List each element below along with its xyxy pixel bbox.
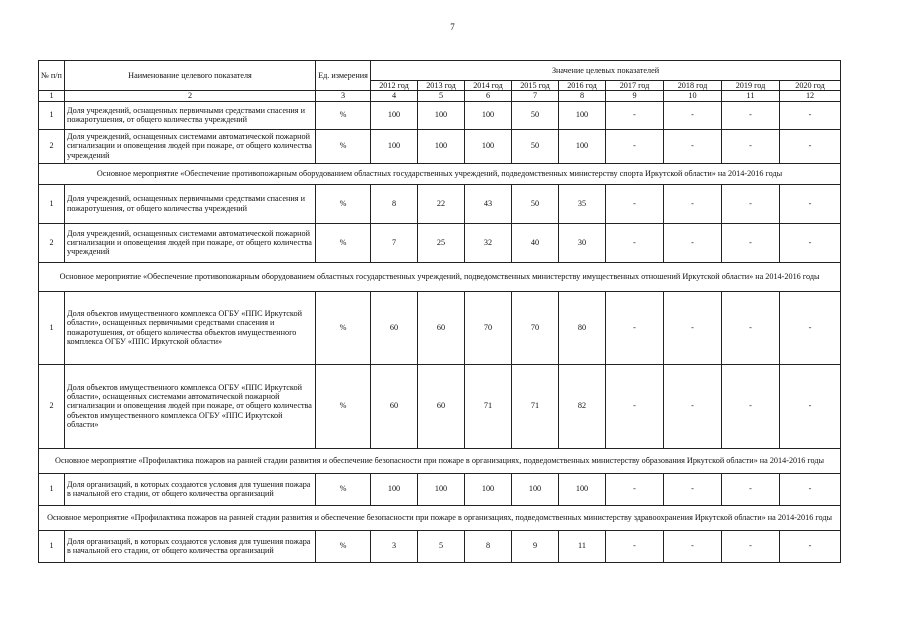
row-number: 2 <box>39 364 65 448</box>
value-cell: - <box>664 101 722 129</box>
value-cell: - <box>722 291 780 364</box>
value-cell: 11 <box>559 530 606 562</box>
unit-cell: % <box>316 184 371 223</box>
value-cell: 100 <box>418 129 465 163</box>
col-header-year: 2020 год <box>780 81 841 91</box>
value-cell: 71 <box>465 364 512 448</box>
value-cell: 50 <box>512 101 559 129</box>
value-cell: 100 <box>559 101 606 129</box>
value-cell: - <box>722 364 780 448</box>
indicator-name: Доля объектов имущественного комплекса ОГБУ «ППС Иркутской области», оснащенных системами автоматической пожарной сигнализации и оповещения людей при пожаре, от общего количества объектов имущественного комплекса ОГБУ «ППС Иркутской области» <box>65 364 316 448</box>
col-number: 1 <box>39 91 65 101</box>
indicator-name: Доля организаций, в которых создаются условия для тушения пожара в начальной его стадии, от общего количества организаций <box>65 473 316 505</box>
unit-cell: % <box>316 223 371 262</box>
col-number: 11 <box>722 91 780 101</box>
section-row <box>39 505 841 530</box>
table-row <box>39 364 841 448</box>
unit-cell: % <box>316 101 371 129</box>
value-cell: - <box>780 223 841 262</box>
section-row <box>39 163 841 184</box>
value-cell: 8 <box>371 184 418 223</box>
col-header-year: 2016 год <box>559 81 606 91</box>
value-cell: 60 <box>371 291 418 364</box>
value-cell: 100 <box>559 129 606 163</box>
table-row <box>39 223 841 262</box>
col-number: 10 <box>664 91 722 101</box>
section-title: Основное мероприятие «Обеспечение противопожарным оборудованием областных государственных учреждений, подведомственных министерству спорта Иркутской области» на 2014-2016 годы <box>39 163 841 184</box>
section-title: Основное мероприятие «Профилактика пожаров на ранней стадии развития и обеспечение безопасности при пожаре в организациях, подведомственных министерству образования Иркутской области» на 2014-2016 годы <box>39 448 841 473</box>
value-cell: 82 <box>559 364 606 448</box>
value-cell: 9 <box>512 530 559 562</box>
table-row <box>39 473 841 505</box>
col-header-year: 2017 год <box>606 81 664 91</box>
row-number: 1 <box>39 101 65 129</box>
col-header-unit: Ед. измерения <box>316 61 371 91</box>
table-row <box>39 101 841 129</box>
indicator-name: Доля организаций, в которых создаются условия для тушения пожара в начальной его стадии, от общего количества организаций <box>65 530 316 562</box>
value-cell: 8 <box>465 530 512 562</box>
indicator-name: Доля учреждений, оснащенных первичными средствами спасения и пожаротушения, от общего количества учреждений <box>65 101 316 129</box>
page-number: 7 <box>450 22 455 32</box>
col-number: 3 <box>316 91 371 101</box>
value-cell: 32 <box>465 223 512 262</box>
value-cell: 71 <box>512 364 559 448</box>
value-cell: 100 <box>371 101 418 129</box>
value-cell: - <box>780 364 841 448</box>
value-cell: - <box>722 184 780 223</box>
value-cell: - <box>780 291 841 364</box>
value-cell: - <box>780 530 841 562</box>
value-cell: 50 <box>512 129 559 163</box>
section-row <box>39 262 841 291</box>
value-cell: - <box>664 473 722 505</box>
value-cell: - <box>722 223 780 262</box>
unit-cell: % <box>316 530 371 562</box>
value-cell: 100 <box>559 473 606 505</box>
value-cell: 100 <box>512 473 559 505</box>
col-header-year: 2014 год <box>465 81 512 91</box>
indicator-name: Доля учреждений, оснащенных системами автоматической пожарной сигнализации и оповещения людей при пожаре, от общего количества учреждений <box>65 223 316 262</box>
value-cell: - <box>722 530 780 562</box>
value-cell: 60 <box>371 364 418 448</box>
col-header-year: 2013 год <box>418 81 465 91</box>
col-header-values: Значение целевых показателей <box>371 61 841 81</box>
value-cell: 3 <box>371 530 418 562</box>
col-header-year: 2019 год <box>722 81 780 91</box>
value-cell: 70 <box>512 291 559 364</box>
value-cell: 5 <box>418 530 465 562</box>
section-row <box>39 448 841 473</box>
value-cell: - <box>664 364 722 448</box>
col-number: 4 <box>371 91 418 101</box>
row-number: 1 <box>39 473 65 505</box>
col-header-year: 2012 год <box>371 81 418 91</box>
value-cell: - <box>664 530 722 562</box>
value-cell: - <box>780 473 841 505</box>
col-number: 9 <box>606 91 664 101</box>
indicator-name: Доля учреждений, оснащенных системами автоматической пожарной сигнализации и оповещения людей при пожаре, от общего количества учреждений <box>65 129 316 163</box>
value-cell: - <box>606 530 664 562</box>
table-row <box>39 530 841 562</box>
col-number: 12 <box>780 91 841 101</box>
table-row <box>39 291 841 364</box>
value-cell: - <box>664 129 722 163</box>
col-number: 2 <box>65 91 316 101</box>
value-cell: 43 <box>465 184 512 223</box>
row-number: 2 <box>39 223 65 262</box>
section-title: Основное мероприятие «Профилактика пожаров на ранней стадии развития и обеспечение безопасности при пожаре в организациях, подведомственных министерству здравоохранения Иркутской области» на 2014-2016 годы <box>39 505 841 530</box>
value-cell: - <box>606 129 664 163</box>
table-row <box>39 129 841 163</box>
value-cell: 100 <box>465 473 512 505</box>
value-cell: 30 <box>559 223 606 262</box>
value-cell: 60 <box>418 291 465 364</box>
col-number: 5 <box>418 91 465 101</box>
col-header-year: 2018 год <box>664 81 722 91</box>
value-cell: - <box>722 129 780 163</box>
value-cell: 25 <box>418 223 465 262</box>
col-number: 6 <box>465 91 512 101</box>
value-cell: 22 <box>418 184 465 223</box>
value-cell: - <box>606 364 664 448</box>
value-cell: - <box>606 184 664 223</box>
value-cell: - <box>780 101 841 129</box>
value-cell: - <box>606 473 664 505</box>
col-header-name: Наименование целевого показателя <box>65 61 316 91</box>
value-cell: - <box>780 129 841 163</box>
value-cell: - <box>664 291 722 364</box>
value-cell: 80 <box>559 291 606 364</box>
col-header-year: 2015 год <box>512 81 559 91</box>
row-number: 1 <box>39 530 65 562</box>
col-number: 8 <box>559 91 606 101</box>
section-title: Основное мероприятие «Обеспечение противопожарным оборудованием областных государственных учреждений, подведомственных министерству имущественных отношений Иркутской области» на 2014-2016 годы <box>39 262 841 291</box>
col-number: 7 <box>512 91 559 101</box>
unit-cell: % <box>316 473 371 505</box>
value-cell: - <box>780 184 841 223</box>
unit-cell: % <box>316 129 371 163</box>
value-cell: - <box>606 101 664 129</box>
value-cell: 100 <box>465 101 512 129</box>
value-cell: 60 <box>418 364 465 448</box>
value-cell: 100 <box>371 129 418 163</box>
indicator-name: Доля объектов имущественного комплекса ОГБУ «ППС Иркутской области», оснащенных первичными средствами спасения и пожаротушения, от общего количества объектов имущественного комплекса ОГБУ «ППС Иркутской области» <box>65 291 316 364</box>
value-cell: 40 <box>512 223 559 262</box>
unit-cell: % <box>316 364 371 448</box>
value-cell: 100 <box>418 473 465 505</box>
target-indicators-table <box>38 60 841 563</box>
value-cell: 50 <box>512 184 559 223</box>
value-cell: 100 <box>371 473 418 505</box>
value-cell: 100 <box>418 101 465 129</box>
indicator-name: Доля учреждений, оснащенных первичными средствами спасения и пожаротушения, от общего количества учреждений <box>65 184 316 223</box>
col-header-num: № п/п <box>39 61 65 91</box>
value-cell: - <box>664 184 722 223</box>
value-cell: - <box>606 223 664 262</box>
value-cell: 7 <box>371 223 418 262</box>
row-number: 1 <box>39 184 65 223</box>
row-number: 2 <box>39 129 65 163</box>
value-cell: - <box>722 101 780 129</box>
value-cell: 35 <box>559 184 606 223</box>
value-cell: 70 <box>465 291 512 364</box>
table-row <box>39 184 841 223</box>
value-cell: 100 <box>465 129 512 163</box>
unit-cell: % <box>316 291 371 364</box>
row-number: 1 <box>39 291 65 364</box>
value-cell: - <box>664 223 722 262</box>
value-cell: - <box>722 473 780 505</box>
value-cell: - <box>606 291 664 364</box>
